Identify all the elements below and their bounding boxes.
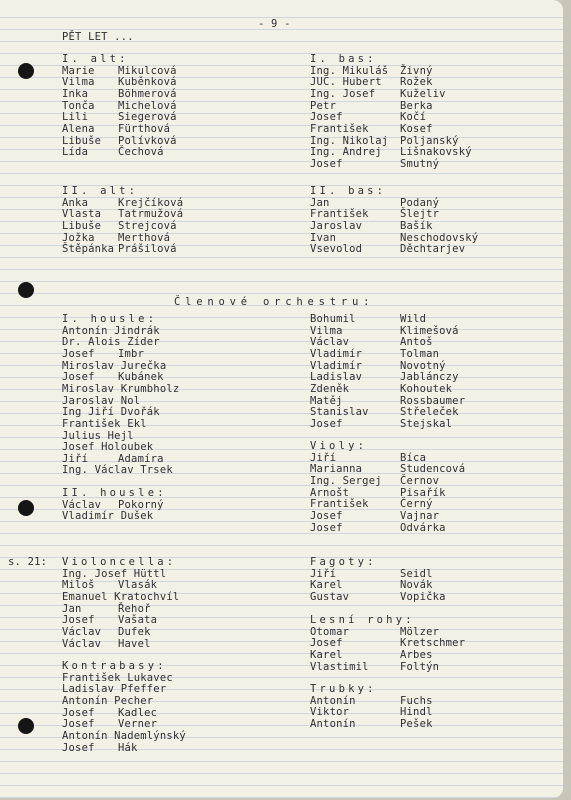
- member-first-name: Petr: [310, 100, 337, 112]
- member-surname: Hák: [118, 742, 138, 754]
- section-title-kontrabasy: Kontrabasy:: [62, 660, 167, 672]
- member-first-name: Alena: [62, 123, 95, 135]
- member-first-name: Václav: [62, 626, 102, 638]
- page-heading: PĚT LET ...: [62, 31, 134, 43]
- member-surname: Mölzer: [400, 626, 440, 638]
- member-surname: Tolman: [400, 348, 440, 360]
- member-first-name: Ing. Andrej: [310, 146, 382, 158]
- member-surname: Mikulcová: [118, 65, 177, 77]
- member-surname: Tatrmužová: [118, 208, 184, 220]
- member-surname: Živný: [400, 65, 433, 77]
- member-surname: Novák: [400, 579, 433, 591]
- member-first-name: Antonín Jindrák: [62, 325, 160, 337]
- page-number: - 9 -: [258, 18, 291, 30]
- member-first-name: Bohumil: [310, 313, 356, 325]
- member-first-name: Emanuel Kratochvíl: [62, 591, 180, 603]
- member-surname: Imbr: [118, 348, 145, 360]
- member-first-name: Josef: [62, 718, 95, 730]
- member-first-name: Štěpánka: [62, 243, 115, 255]
- member-surname: Merthová: [118, 232, 171, 244]
- member-surname: Kadlec: [118, 707, 158, 719]
- member-surname: Seidl: [400, 568, 433, 580]
- member-first-name: Ing. Sergej: [310, 475, 382, 487]
- section-title-bas1: I. bas:: [310, 53, 377, 65]
- binder-hole: [18, 282, 34, 298]
- member-first-name: František: [310, 208, 369, 220]
- member-first-name: Václav: [62, 499, 102, 511]
- member-first-name: Ladislav: [310, 371, 363, 383]
- member-surname: Prášilová: [118, 243, 177, 255]
- member-first-name: Josef: [310, 418, 343, 430]
- member-first-name: Josef: [62, 742, 95, 754]
- member-surname: Michelová: [118, 100, 177, 112]
- member-first-name: Vlastimil: [310, 661, 369, 673]
- member-first-name: Ladislav Pfeffer: [62, 683, 167, 695]
- member-first-name: Zdeněk: [310, 383, 350, 395]
- member-first-name: František Lukavec: [62, 672, 173, 684]
- member-surname: Kočí: [400, 111, 427, 123]
- member-first-name: Vladimír: [310, 348, 363, 360]
- member-first-name: Josef: [310, 111, 343, 123]
- member-first-name: Otomar: [310, 626, 350, 638]
- member-first-name: Josef: [310, 522, 343, 534]
- member-surname: Klimešová: [400, 325, 459, 337]
- member-first-name: Jiří: [310, 452, 337, 464]
- member-first-name: František: [310, 123, 369, 135]
- member-first-name: JUC. Hubert: [310, 76, 382, 88]
- member-first-name: Tonča: [62, 100, 95, 112]
- section-title-alt2: II. alt:: [62, 185, 139, 197]
- member-surname: Bašík: [400, 220, 433, 232]
- member-surname: Vajnar: [400, 510, 440, 522]
- member-first-name: Antonín Nademlýnský: [62, 730, 186, 742]
- member-first-name: Vilma: [62, 76, 95, 88]
- member-first-name: Antonín: [310, 718, 356, 730]
- member-surname: Fürthová: [118, 123, 171, 135]
- section-title-alt1: I. alt:: [62, 53, 129, 65]
- section-title-violoncella: Violoncella:: [62, 556, 177, 568]
- member-surname: Krejčíková: [118, 197, 184, 209]
- member-surname: Hindl: [400, 706, 433, 718]
- section-title-fagoty: Fagoty:: [310, 556, 377, 568]
- side-note: s. 21:: [8, 556, 48, 568]
- section-title-housle1: I. housle:: [62, 313, 158, 325]
- section-title-violy: Violy:: [310, 440, 368, 452]
- member-first-name: Václav: [310, 336, 350, 348]
- member-first-name: Jiří: [310, 568, 337, 580]
- member-surname: Odvárka: [400, 522, 446, 534]
- member-surname: Vašata: [118, 614, 158, 626]
- member-first-name: Jan: [310, 197, 330, 209]
- member-surname: Adamíra: [118, 453, 164, 465]
- member-first-name: Ing Jiří Dvořák: [62, 406, 160, 418]
- member-surname: Foltýn: [400, 661, 440, 673]
- member-surname: Stejskal: [400, 418, 453, 430]
- member-surname: Pisařík: [400, 487, 446, 499]
- member-surname: Vopička: [400, 591, 446, 603]
- member-first-name: Josef: [310, 158, 343, 170]
- member-first-name: Marianna: [310, 463, 363, 475]
- member-surname: Pešek: [400, 718, 433, 730]
- member-first-name: Josef: [62, 371, 95, 383]
- member-first-name: Anka: [62, 197, 89, 209]
- member-first-name: Gustav: [310, 591, 350, 603]
- member-first-name: Jaroslav Nol: [62, 395, 141, 407]
- member-first-name: Vladimír Dušek: [62, 510, 154, 522]
- member-first-name: František: [310, 498, 369, 510]
- section-title-housle2: II. housle:: [62, 487, 167, 499]
- member-first-name: Jaroslav: [310, 220, 363, 232]
- orchestra-title: Členové orchestru:: [174, 296, 375, 308]
- member-first-name: Lili: [62, 111, 89, 123]
- member-first-name: Ing. Mikuláš: [310, 65, 389, 77]
- member-surname: Verner: [118, 718, 158, 730]
- member-surname: Kubánek: [118, 371, 164, 383]
- member-first-name: Inka: [62, 88, 89, 100]
- member-surname: Vlasák: [118, 579, 158, 591]
- member-first-name: Karel: [310, 649, 343, 661]
- member-surname: Arbes: [400, 649, 433, 661]
- member-first-name: Dr. Alois Zíder: [62, 336, 160, 348]
- member-first-name: Karel: [310, 579, 343, 591]
- member-first-name: Miroslav Krumbholz: [62, 383, 180, 395]
- member-surname: Poljanský: [400, 135, 459, 147]
- member-first-name: Josef: [62, 614, 95, 626]
- section-title-trubky: Trubky:: [310, 683, 377, 695]
- member-first-name: Václav: [62, 638, 102, 650]
- member-surname: Novotný: [400, 360, 446, 372]
- member-first-name: Lída: [62, 146, 89, 158]
- member-first-name: Ing. Josef: [310, 88, 376, 100]
- member-surname: Pokorný: [118, 499, 164, 511]
- member-surname: Siegerová: [118, 111, 177, 123]
- member-first-name: Miloš: [62, 579, 95, 591]
- member-first-name: Jiří: [62, 453, 89, 465]
- member-first-name: František Ekl: [62, 418, 147, 430]
- member-first-name: Josef: [310, 637, 343, 649]
- member-first-name: Vilma: [310, 325, 343, 337]
- member-first-name: Ing. Nikolaj: [310, 135, 389, 147]
- member-first-name: Antonín Pecher: [62, 695, 154, 707]
- section-title-bas2: II. bas:: [310, 185, 387, 197]
- member-surname: Střeleček: [400, 406, 459, 418]
- member-surname: Rossbaumer: [400, 395, 466, 407]
- member-surname: Rožek: [400, 76, 433, 88]
- member-surname: Bíca: [400, 452, 427, 464]
- member-surname: Fuchs: [400, 695, 433, 707]
- member-surname: Kretschmer: [400, 637, 466, 649]
- member-first-name: Josef: [62, 348, 95, 360]
- member-first-name: Josef Holoubek: [62, 441, 154, 453]
- member-first-name: Viktor: [310, 706, 350, 718]
- member-first-name: Antonín: [310, 695, 356, 707]
- member-surname: Jablánczy: [400, 371, 459, 383]
- member-surname: Řehoř: [118, 603, 151, 615]
- member-first-name: Arnošt: [310, 487, 350, 499]
- member-surname: Kohoutek: [400, 383, 453, 395]
- member-first-name: Josef: [310, 510, 343, 522]
- member-first-name: Ing. Josef Hüttl: [62, 568, 167, 580]
- member-first-name: Miroslav Jurečka: [62, 360, 167, 372]
- member-surname: Lišnakovský: [400, 146, 472, 158]
- member-first-name: Vladimír: [310, 360, 363, 372]
- member-surname: Černov: [400, 475, 440, 487]
- member-surname: Smutný: [400, 158, 440, 170]
- member-surname: Šlejtr: [400, 208, 440, 220]
- binder-hole: [18, 63, 34, 79]
- member-first-name: Vsevolod: [310, 243, 363, 255]
- member-surname: Böhmerová: [118, 88, 177, 100]
- member-surname: Děchtarjev: [400, 243, 466, 255]
- binder-hole: [18, 718, 34, 734]
- member-first-name: Jožka: [62, 232, 95, 244]
- member-first-name: Marie: [62, 65, 95, 77]
- member-surname: Studencová: [400, 463, 466, 475]
- member-surname: Strejcová: [118, 220, 177, 232]
- member-surname: Dufek: [118, 626, 151, 638]
- member-surname: Wild: [400, 313, 427, 325]
- member-surname: Čechová: [118, 146, 164, 158]
- binder-hole: [18, 500, 34, 516]
- member-surname: Kuběnková: [118, 76, 177, 88]
- member-first-name: Libuše: [62, 220, 102, 232]
- member-first-name: Vlasta: [62, 208, 102, 220]
- member-first-name: Jan: [62, 603, 82, 615]
- member-first-name: Josef: [62, 707, 95, 719]
- member-surname: Podaný: [400, 197, 440, 209]
- member-first-name: Stanislav: [310, 406, 369, 418]
- member-surname: Havel: [118, 638, 151, 650]
- member-surname: Polívková: [118, 135, 177, 147]
- member-first-name: Julius Hejl: [62, 430, 134, 442]
- member-surname: Berka: [400, 100, 433, 112]
- member-first-name: Matěj: [310, 395, 343, 407]
- member-surname: Antoš: [400, 336, 433, 348]
- member-surname: Neschodovský: [400, 232, 479, 244]
- section-title-lesni-rohy: Lesní rohy:: [310, 614, 415, 626]
- member-surname: Kuželiv: [400, 88, 446, 100]
- member-first-name: Ing. Václav Trsek: [62, 464, 173, 476]
- member-first-name: Libuše: [62, 135, 102, 147]
- member-surname: Černý: [400, 498, 433, 510]
- member-surname: Kosef: [400, 123, 433, 135]
- member-first-name: Ivan: [310, 232, 337, 244]
